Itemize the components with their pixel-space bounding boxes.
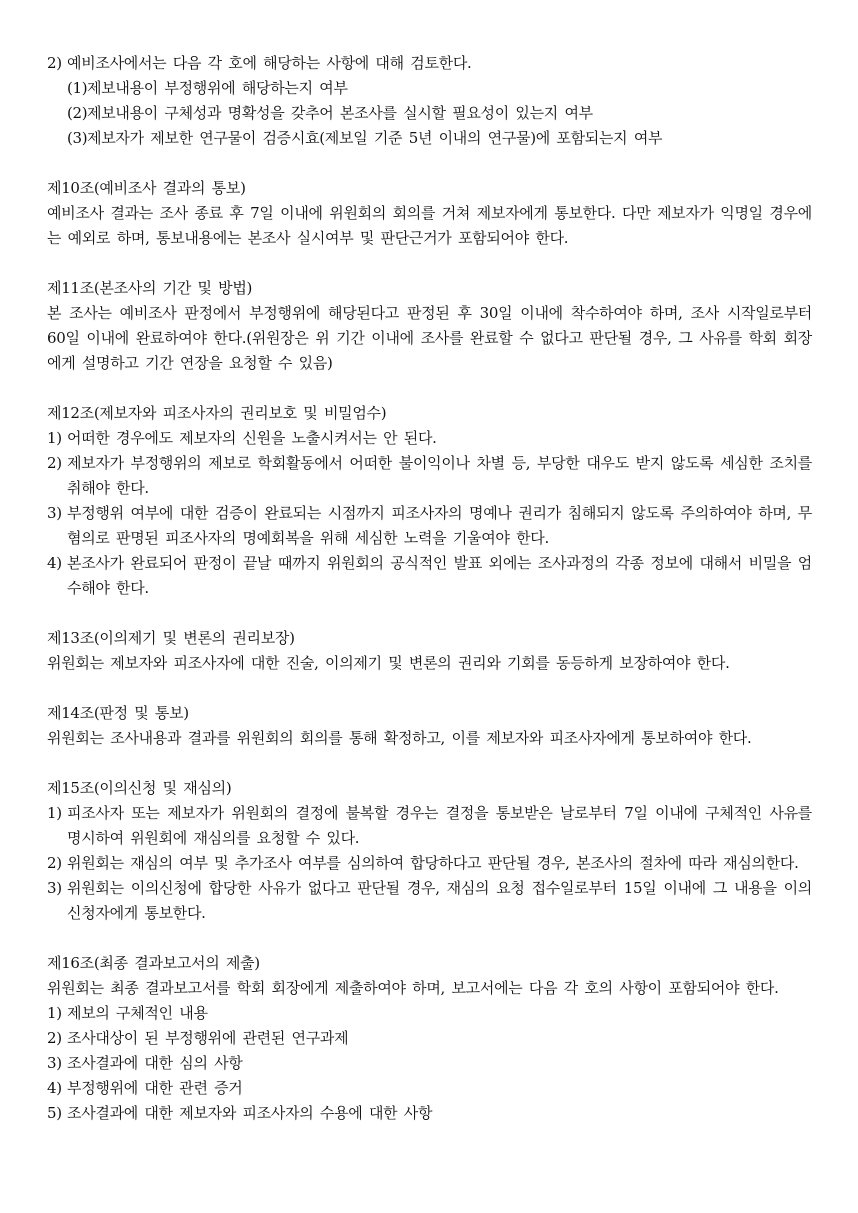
item-number: 4) (47, 554, 62, 572)
item-text: 조사결과에 대한 심의 사항 (67, 1054, 243, 1072)
item-text: 조사결과에 대한 제보자와 피조사자의 수용에 대한 사항 (67, 1104, 433, 1122)
list-item (47, 426, 812, 451)
article-10-heading: 제10조(예비조사 결과의 통보) (47, 179, 246, 197)
list-item (47, 501, 812, 551)
sub-item-number: (2) (67, 104, 88, 122)
list-item (47, 801, 812, 851)
item-number: 2) (47, 1029, 62, 1047)
sub-item-text: 제보내용이 부정행위에 해당하는지 여부 (87, 79, 348, 97)
article-13-heading: 제13조(이의제기 및 변론의 권리보장) (47, 629, 295, 647)
document-page (47, 51, 812, 1126)
item-number: 3) (47, 504, 62, 522)
item-text: 위원회는 이의신청에 합당한 사유가 없다고 판단될 경우, 재심의 요청 접수일로부터 15일 이내에 그 내용을 이의신청자에게 통보한다. (67, 879, 812, 922)
article-14-body: 위원회는 조사내용과 결과를 위원회의 회의를 통해 확정하고, 이를 제보자와 피조사자에게 통보하여야 한다. (47, 729, 752, 747)
item-text: 예비조사에서는 다음 각 호에 해당하는 사항에 대해 검토한다. (67, 54, 472, 72)
list-item (47, 1001, 812, 1026)
article-13-body: 위원회는 제보자와 피조사자에 대한 진술, 이의제기 및 변론의 권리와 기회를 동등하게 보장하여야 한다. (47, 654, 730, 672)
sub-item-text: 제보자가 제보한 연구물이 검증시효(제보일 기준 5년 이내의 연구물)에 포함되는지 여부 (87, 129, 663, 147)
article-16-body: 위원회는 최종 결과보고서를 학회 회장에게 제출하여야 하며, 보고서에는 다음 각 호의 사항이 포함되어야 한다. (47, 979, 779, 997)
item-text: 위원회는 재심의 여부 및 추가조사 여부를 심의하여 합당하다고 판단될 경우, 본조사의 절차에 따라 재심의한다. (67, 854, 799, 872)
sub-item (47, 76, 812, 101)
article-11-body: 본 조사는 예비조사 판정에서 부정행위에 해당된다고 판정된 후 30일 이내에 착수하여야 하며, 조사 시작일로부터 60일 이내에 완료하여야 한다.(위원장은 위 기간 이내에 조사를 완료할 수 없다고 판단될 경우, 그 사유를 학회 회장에게 설명하고 기간 연장을 요청할 수 있음) (47, 304, 812, 372)
sub-item-text: 제보내용이 구체성과 명확성을 갖추어 본조사를 실시할 필요성이 있는지 여부 (87, 104, 593, 122)
article-15-heading: 제15조(이의신청 및 재심의) (47, 779, 232, 797)
list-item (47, 1076, 812, 1101)
item-number: 2) (47, 454, 62, 472)
list-item (47, 51, 812, 76)
item-number: 1) (47, 804, 62, 822)
item-number: 2) (47, 854, 62, 872)
item-text: 피조사자 또는 제보자가 위원회의 결정에 불복할 경우는 결정을 통보받은 날로부터 7일 이내에 구체적인 사유를 명시하여 위원회에 재심의를 요청할 수 있다. (67, 804, 812, 847)
item-text: 부정행위에 대한 관련 증거 (67, 1079, 243, 1097)
item-text: 제보의 구체적인 내용 (67, 1004, 208, 1022)
list-item (47, 1051, 812, 1076)
article-10-body: 예비조사 결과는 조사 종료 후 7일 이내에 위원회의 회의를 거쳐 제보자에게 통보한다. 다만 제보자가 익명일 경우에는 예외로 하며, 통보내용에는 본조사 실시여부 및 판단근거가 포함되어야 한다. (47, 204, 812, 247)
item-number: 3) (47, 1054, 62, 1072)
item-number: 5) (47, 1104, 62, 1122)
list-item (47, 876, 812, 926)
item-text: 조사대상이 된 부정행위에 관련된 연구과제 (67, 1029, 349, 1047)
list-item (47, 451, 812, 501)
item-text: 어떠한 경우에도 제보자의 신원을 노출시켜서는 안 된다. (67, 429, 437, 447)
article-16-heading: 제16조(최종 결과보고서의 제출) (47, 954, 260, 972)
article-11-heading: 제11조(본조사의 기간 및 방법) (47, 279, 253, 297)
item-number: 1) (47, 429, 62, 447)
list-item (47, 851, 812, 876)
article-14-heading: 제14조(판정 및 통보) (47, 704, 189, 722)
item-number: 2) (47, 54, 62, 72)
sub-item-number: (3) (67, 129, 88, 147)
sub-item (47, 126, 812, 151)
sub-item-number: (1) (67, 79, 88, 97)
item-number: 3) (47, 879, 62, 897)
item-text: 부정행위 여부에 대한 검증이 완료되는 시점까지 피조사자의 명예나 권리가 침해되지 않도록 주의하여야 하며, 무혐의로 판명된 피조사자의 명예회복을 위해 세심한 노력을 기울여야 한다. (67, 504, 812, 547)
item-text: 본조사가 완료되어 판정이 끝날 때까지 위원회의 공식적인 발표 외에는 조사과정의 각종 정보에 대해서 비밀을 엄수해야 한다. (67, 554, 812, 597)
item-number: 4) (47, 1079, 62, 1097)
list-item (47, 551, 812, 601)
item-text: 제보자가 부정행위의 제보로 학회활동에서 어떠한 불이익이나 차별 등, 부당한 대우도 받지 않도록 세심한 조치를 취해야 한다. (67, 454, 812, 497)
list-item (47, 1026, 812, 1051)
article-12-heading: 제12조(제보자와 피조사자의 권리보호 및 비밀엄수) (47, 404, 387, 422)
item-number: 1) (47, 1004, 62, 1022)
list-item (47, 1101, 812, 1126)
sub-item (47, 101, 812, 126)
